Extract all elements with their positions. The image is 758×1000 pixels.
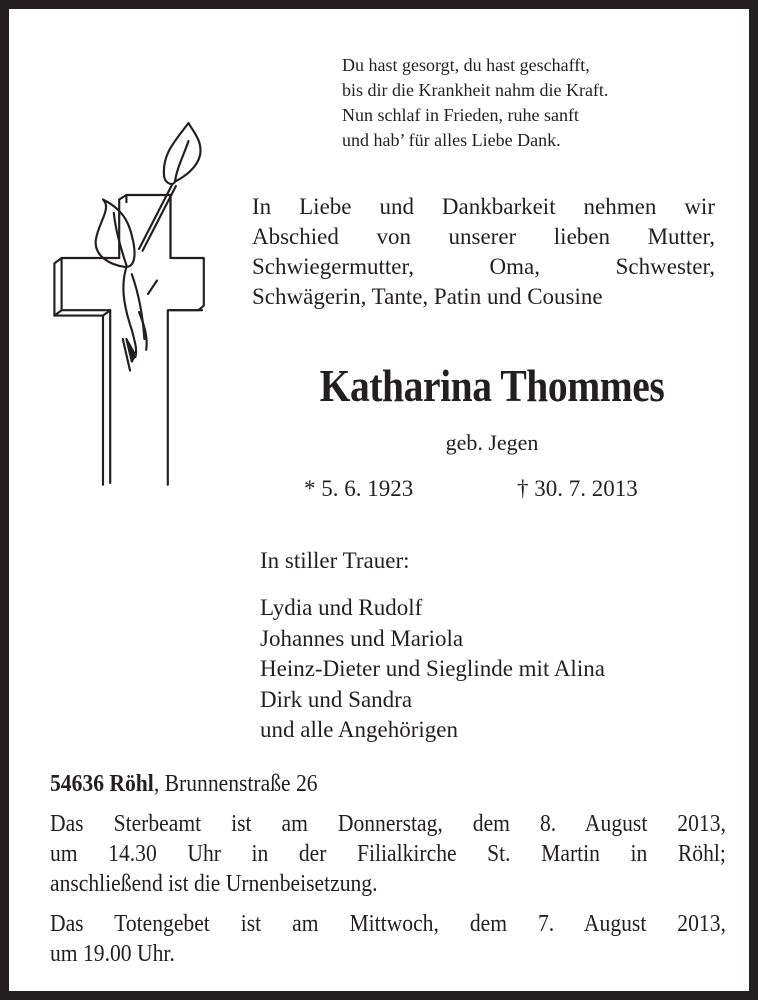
address (50, 769, 658, 799)
mourner-entry: Heinz-Dieter und Sieglinde mit Alina (260, 656, 605, 681)
prayer-line: um 19.00 Uhr. (50, 941, 175, 967)
poem-line: Du hast gesorgt, du hast geschafft, (342, 55, 590, 75)
mourner-entry: Dirk und Sandra (260, 686, 413, 712)
poem-line: bis dir die Krankheit nahm die Kraft. (342, 80, 609, 100)
poem-line: und hab’ für alles Liebe Dank. (342, 130, 561, 150)
prayer-line: Das Totengebet ist am Mittwoch, dem 7. August 2013, (50, 911, 726, 937)
poem-line: Nun schlaf in Frieden, ruhe sanft (342, 105, 579, 125)
funeral-line: anschließend ist die Urnenbeisetzung. (50, 871, 378, 897)
mourner-entry: Lydia und Rudolf (260, 595, 423, 620)
mourners-heading: In stiller Trauer: (260, 548, 410, 573)
prayer-info (50, 909, 726, 969)
farewell-intro (252, 192, 715, 312)
mourner-entry: Johannes und Mariola (260, 625, 464, 651)
funeral-line: um 14.30 Uhr in der Filialkirche St. Martin in Röhl; (50, 841, 726, 867)
death-date: † 30. 7. 2013 (517, 476, 638, 501)
footer-details (50, 769, 726, 979)
birth-date: * 5. 6. 1923 (304, 476, 414, 501)
intro-line: In Liebe und Dankbarkeit nehmen wir (252, 194, 715, 219)
cross-with-lily-icon (49, 93, 229, 513)
maiden-name: geb. Jegen (445, 430, 539, 455)
mourners-list (260, 593, 605, 746)
funeral-mass-info (50, 809, 726, 899)
address-city: 54636 Röhl (50, 771, 154, 797)
intro-line: Schwägerin, Tante, Patin und Cousine (252, 284, 603, 309)
memorial-poem (342, 53, 722, 153)
address-street: , Brunnenstraße 26 (153, 771, 318, 797)
intro-line: Abschied von unserer lieben Mutter, (252, 224, 715, 249)
deceased-name: Katharina Thommes (319, 360, 665, 411)
funeral-line: Das Sterbeamt ist am Donnerstag, dem 8. August 2013, (50, 811, 726, 837)
mourner-entry: und alle Angehörigen (260, 717, 459, 742)
intro-line: Schwiegermutter, Oma, Schwester, (252, 254, 715, 279)
